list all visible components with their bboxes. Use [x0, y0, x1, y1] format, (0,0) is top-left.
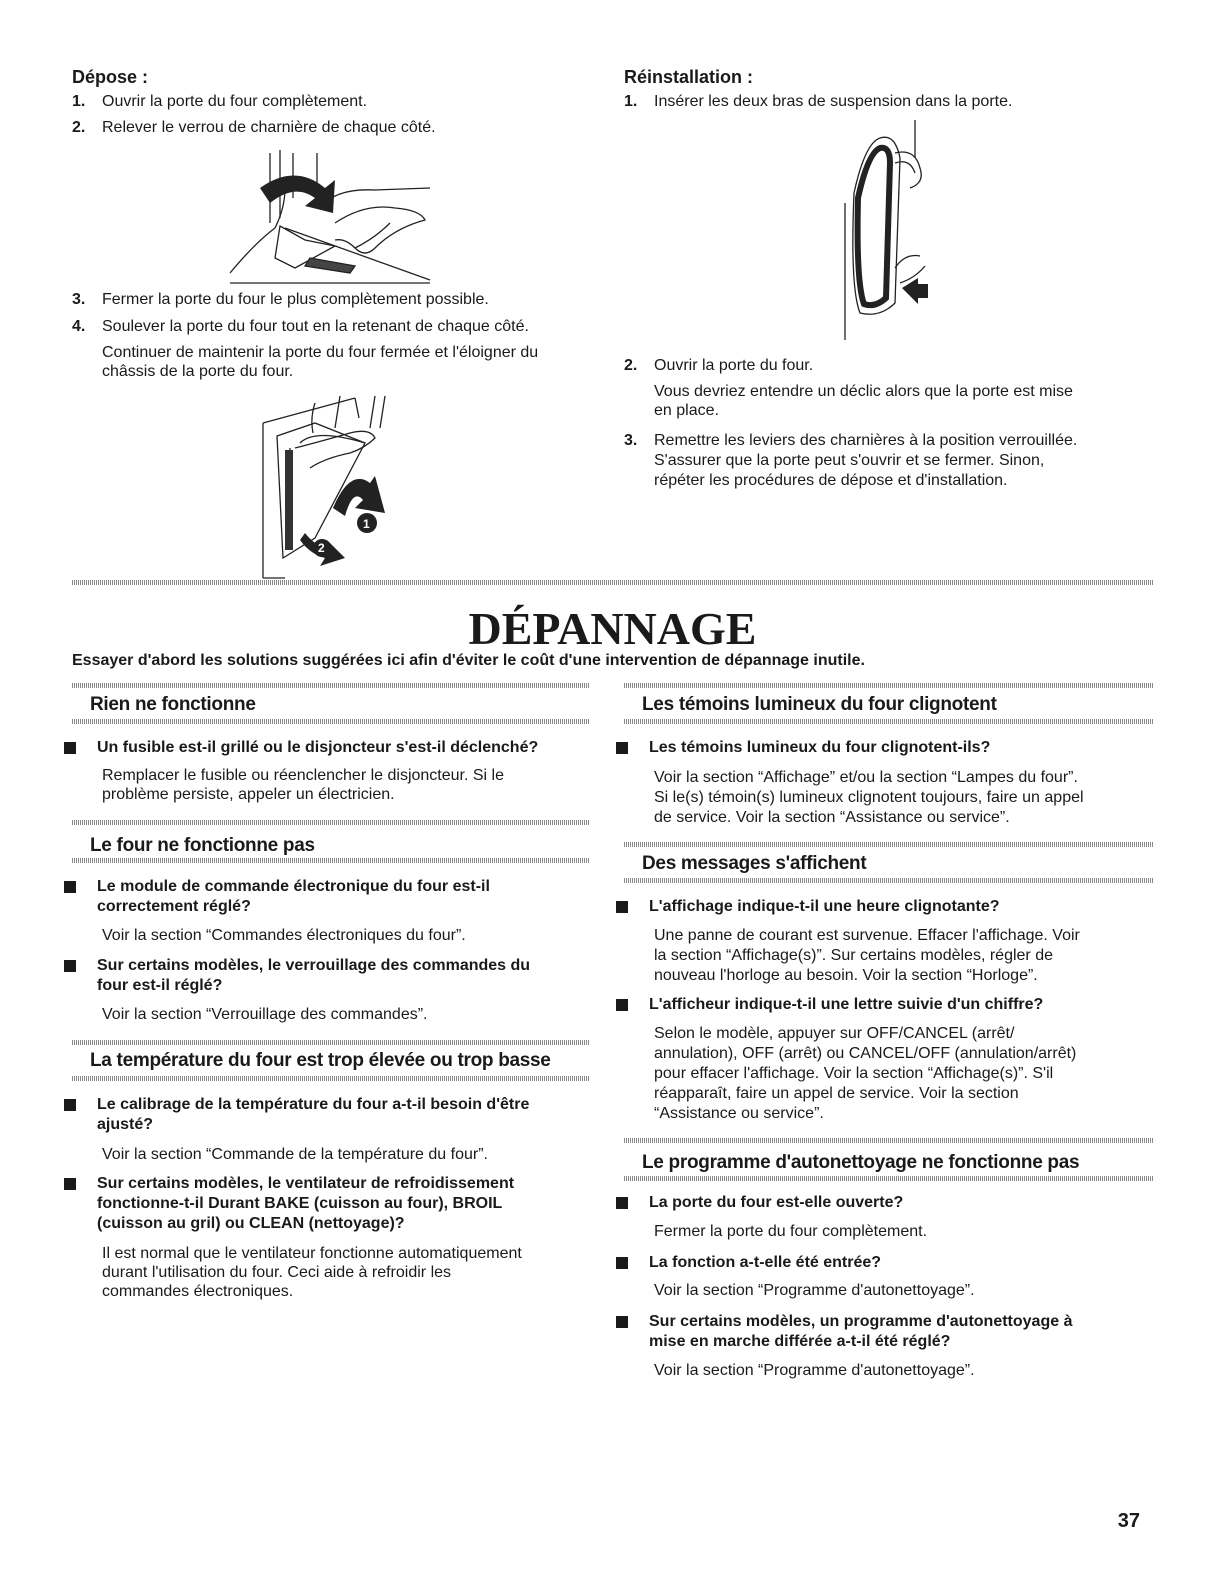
figure-step-label-2: 2	[318, 541, 325, 555]
answer-text: Fermer la porte du four complètement.	[654, 1223, 928, 1240]
question-item: L'afficheur indique-t-il une lettre suivie d'un chiffre?	[608, 995, 1043, 1015]
section-title-rien-ne-fonctionne: Rien ne fonctionne	[90, 694, 256, 715]
answer-text: “Assistance ou service”.	[654, 1105, 824, 1122]
hinge-latch-illustration	[225, 148, 440, 286]
depose-continue-line-2: châssis de la porte du four.	[102, 363, 294, 380]
right-s3-rule-top	[624, 1138, 1154, 1143]
reinstallation-step-1: 1. Insérer les deux bras de suspension dans la porte.	[624, 93, 1013, 110]
answer-text: Voir la section “Programme d'autonettoyage”.	[654, 1282, 975, 1299]
question-item: Les témoins lumineux du four clignotent-ils?	[608, 738, 990, 758]
answer-text: Remplacer le fusible ou réenclencher le disjoncteur. Si le	[102, 767, 504, 784]
reinstallation-step-3: 3. Remettre les leviers des charnières à la position verrouillée.	[624, 432, 1078, 449]
section-divider	[72, 580, 1154, 585]
left-s3-rule-bottom	[72, 1076, 589, 1081]
bullet-icon	[64, 881, 76, 893]
answer-text: annulation), OFF (arrêt) ou CANCEL/OFF (annulation/arrêt)	[654, 1045, 1077, 1062]
reinstallation-step-2: 2. Ouvrir la porte du four.	[624, 357, 814, 374]
door-lift-illustration	[255, 388, 400, 580]
question-item: Sur certains modèles, le ventilateur de refroidissement fonctionne-t-il Durant BAKE (cuisson au four), BROIL (cuisson au gril) ou CLEAN (nettoyage)?	[56, 1174, 514, 1234]
bullet-icon	[64, 1099, 76, 1111]
left-s1-rule-top	[72, 683, 589, 688]
right-s2-rule-top	[624, 842, 1154, 847]
answer-text: Voir la section “Commandes électroniques du four”.	[102, 927, 466, 944]
right-s1-rule-top	[624, 683, 1154, 688]
answer-text: de service. Voir la section “Assistance ou service”.	[654, 809, 1010, 826]
bullet-icon	[616, 1197, 628, 1209]
page-number: 37	[1117, 1510, 1140, 1532]
reinstallation-heading: Réinstallation :	[624, 67, 754, 87]
answer-text: Voir la section “Programme d'autonettoyage”.	[654, 1362, 975, 1379]
reinstallation-step-2-detail-2: en place.	[654, 402, 719, 419]
question-item: Le calibrage de la température du four a-t-il besoin d'être ajusté?	[56, 1095, 529, 1135]
section-title-messages: Des messages s'affichent	[642, 853, 867, 874]
answer-text: réapparaît, faire un appel de service. Voir la section	[654, 1085, 1019, 1102]
question-item: La fonction a-t-elle été entrée?	[608, 1253, 881, 1273]
question-item: Sur certains modèles, le verrouillage des commandes du four est-il réglé?	[56, 956, 530, 996]
left-s1-rule-bottom	[72, 719, 589, 724]
depose-step-1: 1. Ouvrir la porte du four complètement.	[72, 93, 368, 110]
bullet-icon	[64, 960, 76, 972]
right-s3-rule-bottom	[624, 1176, 1154, 1181]
depose-step-2: 2. Relever le verrou de charnière de chaque côté.	[72, 119, 436, 136]
reinstallation-step-3-line-2: S'assurer que la porte peut s'ouvrir et se fermer. Sinon,	[654, 452, 1045, 469]
section-title-autonettoyage: Le programme d'autonettoyage ne fonctionne pas	[642, 1152, 1080, 1173]
bullet-icon	[616, 1316, 628, 1328]
question-item: Un fusible est-il grillé ou le disjoncteur s'est-il déclenché?	[56, 738, 538, 758]
depose-continue-line-1: Continuer de maintenir la porte du four fermée et l'éloigner du	[102, 344, 539, 361]
question-item: L'affichage indique-t-il une heure clignotante?	[608, 897, 999, 917]
left-s2-rule-bottom	[72, 858, 589, 863]
answer-text: Voir la section “Affichage” et/ou la section “Lampes du four”.	[654, 769, 1078, 786]
question-item: Le module de commande électronique du four est-il correctement réglé?	[56, 877, 490, 917]
bullet-icon	[64, 1178, 76, 1190]
answer-text: Selon le modèle, appuyer sur OFF/CANCEL (arrêt/	[654, 1025, 1015, 1042]
answer-text: la section “Affichage(s)”. Sur certains modèles, régler de	[654, 947, 1053, 964]
bullet-icon	[616, 1257, 628, 1269]
answer-text: commandes électroniques.	[102, 1283, 294, 1300]
answer-text: Si le(s) témoin(s) lumineux clignotent toujours, faire un appel	[654, 789, 1084, 806]
answer-text: problème persiste, appeler un électricien.	[102, 786, 395, 803]
section-title-temperature: La température du four est trop élevée ou trop basse	[90, 1050, 551, 1071]
door-reinstall-illustration	[840, 118, 935, 343]
answer-text: Une panne de courant est survenue. Effacer l'affichage. Voir	[654, 927, 1080, 944]
answer-text: Voir la section “Commande de la température du four”.	[102, 1146, 488, 1163]
intro-text: Essayer d'abord les solutions suggérées ici afin d'éviter le coût d'une intervention de dépannage inutile.	[72, 652, 865, 669]
reinstallation-step-2-detail-1: Vous devriez entendre un déclic alors que la porte est mise	[654, 383, 1073, 400]
right-s1-rule-bottom	[624, 719, 1154, 724]
right-s2-rule-bottom	[624, 878, 1154, 883]
bullet-icon	[616, 742, 628, 754]
bullet-icon	[616, 901, 628, 913]
reinstallation-step-3-line-3: répéter les procédures de dépose et d'installation.	[654, 472, 1008, 489]
depose-step-3: 3. Fermer la porte du four le plus complètement possible.	[72, 291, 489, 308]
answer-text: nouveau l'horloge au besoin. Voir la section “Horloge”.	[654, 967, 1038, 984]
question-item: La porte du four est-elle ouverte?	[608, 1193, 903, 1213]
figure-step-label-1: 1	[363, 517, 370, 531]
depose-heading: Dépose :	[72, 67, 149, 87]
answer-text: Voir la section “Verrouillage des commandes”.	[102, 1006, 428, 1023]
bullet-icon	[64, 742, 76, 754]
page-title: DÉPANNAGE	[468, 603, 757, 654]
section-title-temoins-lumineux: Les témoins lumineux du four clignotent	[642, 694, 997, 715]
question-item: Sur certains modèles, un programme d'autonettoyage à mise en marche différée a-t-il été réglé?	[608, 1312, 1072, 1352]
depose-step-4: 4. Soulever la porte du four tout en la retenant de chaque côté.	[72, 318, 529, 335]
left-s2-rule-top	[72, 820, 589, 825]
bullet-icon	[616, 999, 628, 1011]
answer-text: pour effacer l'affichage. Voir la section “Affichage(s)”. S'il	[654, 1065, 1054, 1082]
answer-text: Il est normal que le ventilateur fonctionne automatiquement	[102, 1245, 522, 1262]
answer-text: durant l'utilisation du four. Ceci aide à refroidir les	[102, 1264, 452, 1281]
section-title-le-four-ne-fonctionne-pas: Le four ne fonctionne pas	[90, 835, 315, 856]
left-s3-rule-top	[72, 1040, 589, 1045]
